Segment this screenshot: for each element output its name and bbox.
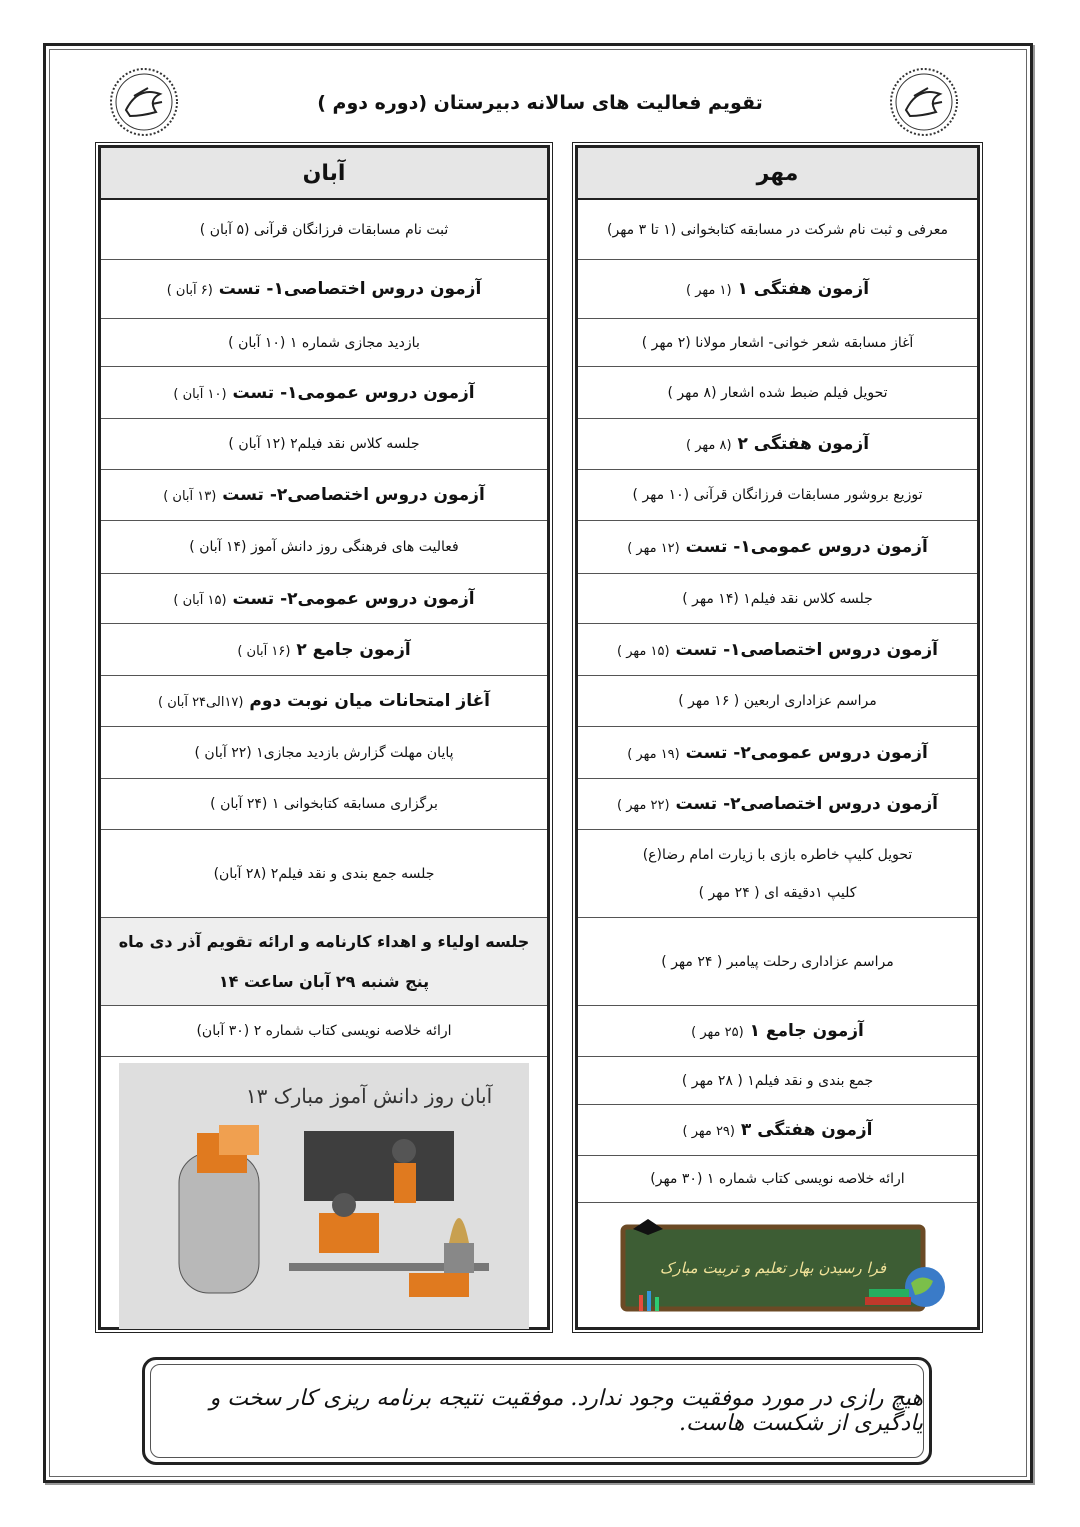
aban-row: برگزاری مسابقه کتابخوانی ۱ (۲۴ آبان )	[101, 779, 547, 830]
mehr-row: آزمون جامع ۱ (۲۵ مهر )	[578, 1006, 977, 1057]
aban-row-highlight: جلسه اولیاء و اهداء کارنامه و ارائه تقویم آذر دی ماه پنج شنبه ۲۹ آبان ساعت ۱۴	[101, 918, 547, 1006]
mehr-row: جمع بندی و نقد فیلم۱ ( ۲۸ مهر )	[578, 1057, 977, 1105]
mehr-row: مراسم عزاداری اربعین ( ۱۶ مهر )	[578, 676, 977, 727]
mehr-row: آزمون دروس عمومی۱- تست (۱۲ مهر )	[578, 521, 977, 574]
mehr-row: آغاز مسابقه شعر خوانی- اشعار مولانا (۲ مهر )	[578, 319, 977, 367]
mehr-row: جلسه کلاس نقد فیلم۱ (۱۴ مهر )	[578, 574, 977, 624]
aban-row: آزمون دروس عمومی۱- تست (۱۰ آبان )	[101, 367, 547, 419]
aban-row: جلسه کلاس نقد فیلم۲ (۱۲ آبان )	[101, 419, 547, 470]
mehr-row: آزمون هفتگی ۱ (۱ مهر )	[578, 260, 977, 319]
aban-row: بازدید مجازی شماره ۱ (۱۰ آبان )	[101, 319, 547, 367]
aban-row: آزمون دروس عمومی۲- تست (۱۵ آبان )	[101, 574, 547, 624]
aban-row: جلسه جمع بندی و نقد فیلم۲ (۲۸ آبان)	[101, 830, 547, 918]
aban-row: آزمون دروس اختصاصی۱- تست (۶ آبان )	[101, 260, 547, 319]
banner-caption: ۱۳ آبان روز دانش آموز مبارک	[245, 1084, 493, 1108]
student-day-banner-image	[119, 1063, 529, 1329]
aban-row: آغاز امتحانات میان نوبت دوم (۱۷الی۲۴ آبان )	[101, 676, 547, 727]
mehr-row: آزمون هفتگی ۲ (۸ مهر )	[578, 419, 977, 470]
school-year-banner-image	[603, 1209, 953, 1324]
motivational-quote: هیچ رازی در مورد موفقیت وجود ندارد. موفقیت نتیجه برنامه ریزی کار سخت و یادگیری از شکست هاست.	[150, 1364, 924, 1458]
banner-caption: فرا رسیدن بهار تعلیم و تربیت مبارک	[659, 1259, 886, 1277]
school-logo-right	[888, 66, 960, 138]
aban-column	[98, 145, 550, 1330]
aban-row: آزمون جامع ۲ (۱۶ آبان )	[101, 624, 547, 676]
aban-row: ثبت نام مسابقات فرزانگان قرآنی (۵ آبان )	[101, 200, 547, 260]
aban-heading: آبان	[101, 148, 547, 200]
mehr-row: توزیع بروشور مسابقات فرزانگان قرآنی (۱۰ مهر )	[578, 470, 977, 521]
mehr-row: آزمون دروس اختصاصی۱- تست (۱۵ مهر )	[578, 624, 977, 676]
school-logo-left	[108, 66, 180, 138]
mehr-row: آزمون هفتگی ۳ (۲۹ مهر )	[578, 1105, 977, 1156]
mehr-row: تحویل فیلم ضبط شده اشعار (۸ مهر )	[578, 367, 977, 419]
aban-row: آزمون دروس اختصاصی۲- تست (۱۳ آبان )	[101, 470, 547, 521]
mehr-row: آزمون دروس اختصاصی۲- تست (۲۲ مهر )	[578, 779, 977, 830]
mehr-row: آزمون دروس عمومی۲- تست (۱۹ مهر )	[578, 727, 977, 779]
aban-row: ارائه خلاصه نویسی کتاب شماره ۲ (۳۰ آبان)	[101, 1006, 547, 1057]
page-title: تقویم فعالیت های سالانه دبیرستان (دوره دوم )	[317, 92, 763, 114]
mehr-row: تحویل کلیپ خاطره بازی با زیارت امام رضا(ع) کلیپ ۱دقیقه ای ( ۲۴ مهر )	[578, 830, 977, 918]
mehr-heading: مهر	[578, 148, 977, 200]
aban-row: پایان مهلت گزارش بازدید مجازی۱ (۲۲ آبان )	[101, 727, 547, 779]
mehr-row: معرفی و ثبت نام شرکت در مسابقه کتابخوانی (۱ تا ۳ مهر)	[578, 200, 977, 260]
mehr-column	[575, 145, 980, 1330]
mehr-row: ارائه خلاصه نویسی کتاب شماره ۱ (۳۰ مهر)	[578, 1156, 977, 1203]
aban-row: فعالیت های فرهنگی روز دانش آموز (۱۴ آبان )	[101, 521, 547, 574]
mehr-row: مراسم عزاداری رحلت پیامبر ( ۲۴ مهر )	[578, 918, 977, 1006]
